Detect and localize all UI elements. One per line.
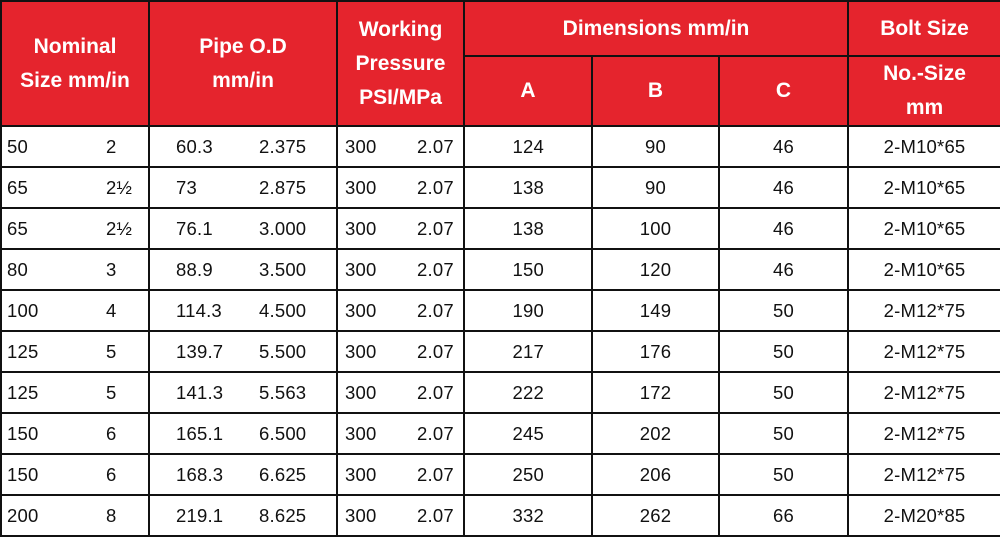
cell-dim-a: 138 [464, 167, 592, 208]
cell-dim-c: 50 [719, 372, 848, 413]
pressure-mpa: 2.07 [417, 381, 454, 403]
cell-pipe-od [149, 208, 337, 249]
pressure-mpa: 2.07 [417, 340, 454, 362]
nominal-in: 2½ [106, 176, 133, 198]
cell-dim-a: 245 [464, 413, 592, 454]
cell-pipe-od [149, 249, 337, 290]
nominal-in: 2½ [106, 217, 133, 239]
cell-bolt-size: 2-M12*75 [848, 290, 1000, 331]
cell-dim-b: 176 [592, 331, 719, 372]
pipe-od-in: 3.500 [259, 258, 307, 280]
cell-working-pressure [337, 372, 464, 413]
pipe-od-in: 3.000 [259, 217, 307, 239]
pipe-od-mm: 139.7 [176, 340, 224, 362]
header-dimensions: Dimensions mm/in [464, 1, 848, 56]
cell-dim-a: 150 [464, 249, 592, 290]
cell-bolt-size: 2-M10*65 [848, 126, 1000, 167]
cell-nominal-size [1, 413, 149, 454]
nominal-mm: 125 [7, 340, 39, 362]
pressure-psi: 300 [345, 381, 377, 403]
cell-nominal-size [1, 249, 149, 290]
cell-pipe-od [149, 126, 337, 167]
cell-working-pressure [337, 331, 464, 372]
cell-working-pressure [337, 249, 464, 290]
pressure-mpa: 2.07 [417, 504, 454, 526]
pipe-od-in: 5.500 [259, 340, 307, 362]
cell-bolt-size: 2-M12*75 [848, 372, 1000, 413]
cell-dim-a: 217 [464, 331, 592, 372]
header-nominal-size [1, 1, 149, 126]
cell-bolt-size: 2-M12*75 [848, 331, 1000, 372]
cell-dim-c: 46 [719, 249, 848, 290]
cell-nominal-size [1, 208, 149, 249]
table-row [1, 331, 1000, 372]
header-wp-line1: Working [358, 17, 443, 41]
table-row [1, 126, 1000, 167]
cell-working-pressure [337, 290, 464, 331]
pipe-od-mm: 88.9 [176, 258, 213, 280]
cell-pipe-od [149, 495, 337, 536]
cell-pipe-od [149, 331, 337, 372]
cell-dim-a: 124 [464, 126, 592, 167]
nominal-mm: 50 [7, 135, 28, 157]
nominal-mm: 65 [7, 217, 28, 239]
pressure-mpa: 2.07 [417, 258, 454, 280]
pipe-od-in: 6.625 [259, 463, 307, 485]
cell-dim-c: 66 [719, 495, 848, 536]
header-nominal-line2: Size mm/in [20, 68, 130, 92]
pipe-od-mm: 73 [176, 176, 197, 198]
cell-dim-c: 50 [719, 454, 848, 495]
header-wp-line2: Pressure [355, 51, 446, 75]
cell-pipe-od [149, 372, 337, 413]
header-dim-a: A [464, 56, 592, 126]
cell-nominal-size [1, 331, 149, 372]
cell-bolt-size: 2-M10*65 [848, 167, 1000, 208]
nominal-in: 2 [106, 135, 117, 157]
pipe-od-mm: 141.3 [176, 381, 224, 403]
pressure-psi: 300 [345, 463, 377, 485]
cell-working-pressure [337, 413, 464, 454]
nominal-in: 5 [106, 381, 117, 403]
pressure-mpa: 2.07 [417, 463, 454, 485]
cell-working-pressure [337, 454, 464, 495]
cell-dim-b: 90 [592, 126, 719, 167]
cell-dim-b: 149 [592, 290, 719, 331]
pressure-mpa: 2.07 [417, 176, 454, 198]
cell-dim-b: 120 [592, 249, 719, 290]
cell-bolt-size: 2-M10*65 [848, 249, 1000, 290]
cell-dim-a: 190 [464, 290, 592, 331]
table-row [1, 249, 1000, 290]
nominal-in: 5 [106, 340, 117, 362]
cell-dim-a: 138 [464, 208, 592, 249]
cell-dim-c: 46 [719, 167, 848, 208]
pressure-psi: 300 [345, 176, 377, 198]
nominal-mm: 65 [7, 176, 28, 198]
pressure-mpa: 2.07 [417, 135, 454, 157]
nominal-mm: 150 [7, 463, 39, 485]
pipe-od-mm: 168.3 [176, 463, 224, 485]
table-row [1, 167, 1000, 208]
pressure-mpa: 2.07 [417, 422, 454, 444]
nominal-mm: 100 [7, 299, 39, 321]
cell-dim-b: 202 [592, 413, 719, 454]
cell-dim-a: 332 [464, 495, 592, 536]
pipe-od-in: 6.500 [259, 422, 307, 444]
pressure-psi: 300 [345, 217, 377, 239]
header-pipe-od [149, 1, 337, 126]
nominal-in: 6 [106, 463, 117, 485]
pipe-od-mm: 76.1 [176, 217, 213, 239]
nominal-mm: 80 [7, 258, 28, 280]
pressure-psi: 300 [345, 258, 377, 280]
cell-bolt-size: 2-M20*85 [848, 495, 1000, 536]
cell-bolt-size: 2-M10*65 [848, 208, 1000, 249]
table-row [1, 413, 1000, 454]
nominal-in: 8 [106, 504, 117, 526]
header-bolt-sub-line2: mm [905, 96, 944, 119]
pressure-psi: 300 [345, 135, 377, 157]
nominal-mm: 200 [7, 504, 39, 526]
pipe-od-mm: 219.1 [176, 504, 224, 526]
pipe-od-in: 2.375 [259, 135, 307, 157]
pipe-od-in: 5.563 [259, 381, 307, 403]
cell-nominal-size [1, 495, 149, 536]
table-row [1, 495, 1000, 536]
pipe-od-in: 2.875 [259, 176, 307, 198]
nominal-in: 6 [106, 422, 117, 444]
header-pipe-od-line2: mm/in [212, 68, 274, 92]
table-body [1, 126, 1000, 536]
pressure-mpa: 2.07 [417, 299, 454, 321]
table-row [1, 454, 1000, 495]
cell-bolt-size: 2-M12*75 [848, 413, 1000, 454]
cell-pipe-od [149, 167, 337, 208]
cell-dim-c: 50 [719, 290, 848, 331]
cell-working-pressure [337, 167, 464, 208]
cell-pipe-od [149, 290, 337, 331]
pipe-od-in: 4.500 [259, 299, 307, 321]
pipe-od-mm: 60.3 [176, 135, 213, 157]
pressure-psi: 300 [345, 504, 377, 526]
cell-dim-b: 100 [592, 208, 719, 249]
header-dim-b: B [592, 56, 719, 126]
cell-dim-b: 90 [592, 167, 719, 208]
header-bolt-sub-line1: No.-Size [883, 62, 966, 85]
header-dim-c: C [719, 56, 848, 126]
pipe-od-in: 8.625 [259, 504, 307, 526]
pressure-mpa: 2.07 [417, 217, 454, 239]
cell-working-pressure [337, 126, 464, 167]
table-row [1, 372, 1000, 413]
cell-bolt-size: 2-M12*75 [848, 454, 1000, 495]
pipe-od-mm: 165.1 [176, 422, 224, 444]
cell-dim-b: 172 [592, 372, 719, 413]
cell-nominal-size [1, 454, 149, 495]
header-wp-line3: PSI/MPa [359, 85, 442, 109]
header-nominal-line1: Nominal [33, 34, 117, 58]
header-pipe-od-line1: Pipe O.D [199, 34, 287, 58]
pressure-psi: 300 [345, 299, 377, 321]
cell-dim-b: 206 [592, 454, 719, 495]
table-row [1, 208, 1000, 249]
cell-dim-a: 250 [464, 454, 592, 495]
cell-dim-c: 46 [719, 208, 848, 249]
cell-nominal-size [1, 167, 149, 208]
header-bolt-sub [848, 56, 1000, 126]
cell-dim-a: 222 [464, 372, 592, 413]
cell-nominal-size [1, 126, 149, 167]
cell-nominal-size [1, 290, 149, 331]
cell-working-pressure [337, 495, 464, 536]
nominal-mm: 150 [7, 422, 39, 444]
header-bolt-size: Bolt Size [848, 1, 1000, 56]
nominal-in: 4 [106, 299, 117, 321]
pipe-od-mm: 114.3 [176, 299, 222, 321]
cell-dim-c: 50 [719, 413, 848, 454]
nominal-mm: 125 [7, 381, 39, 403]
cell-dim-b: 262 [592, 495, 719, 536]
header-working-pressure [337, 1, 464, 126]
cell-nominal-size [1, 372, 149, 413]
pressure-psi: 300 [345, 422, 377, 444]
cell-working-pressure [337, 208, 464, 249]
table-header [1, 1, 1000, 126]
cell-dim-c: 50 [719, 331, 848, 372]
table-row [1, 290, 1000, 331]
cell-pipe-od [149, 454, 337, 495]
pressure-psi: 300 [345, 340, 377, 362]
cell-pipe-od [149, 413, 337, 454]
nominal-in: 3 [106, 258, 117, 280]
cell-dim-c: 46 [719, 126, 848, 167]
